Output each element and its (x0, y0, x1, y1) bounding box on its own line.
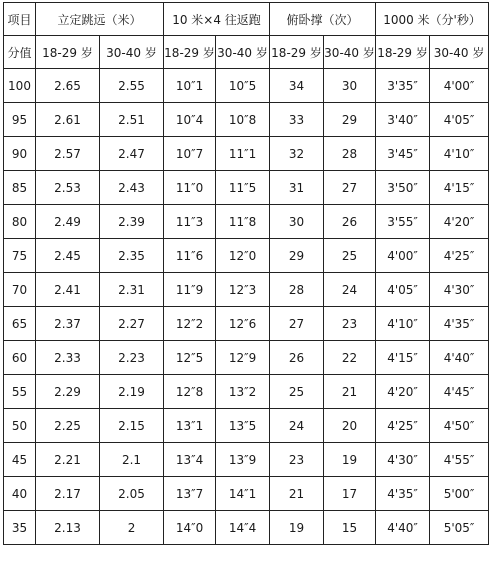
value-cell: 4'15″ (376, 341, 430, 375)
value-cell: 10″5 (216, 69, 270, 103)
age-group-header: 30-40 岁 (216, 36, 270, 69)
value-cell: 4'10″ (376, 307, 430, 341)
value-cell: 14″1 (216, 477, 270, 511)
value-cell: 27 (270, 307, 324, 341)
value-cell: 29 (324, 103, 376, 137)
value-cell: 4'00″ (376, 239, 430, 273)
table-row (4, 69, 489, 103)
value-cell: 10″7 (164, 137, 216, 171)
value-cell: 2.13 (36, 511, 100, 545)
value-cell: 2.51 (100, 103, 164, 137)
score-cell: 90 (4, 137, 36, 171)
value-cell: 2.1 (100, 443, 164, 477)
value-cell: 2.21 (36, 443, 100, 477)
event-header-push-ups: 俯卧撑（次） (270, 3, 376, 36)
value-cell: 2.39 (100, 205, 164, 239)
value-cell: 4'25″ (376, 409, 430, 443)
age-group-header: 18-29 岁 (270, 36, 324, 69)
value-cell: 12″9 (216, 341, 270, 375)
value-cell: 2.49 (36, 205, 100, 239)
table-row (4, 307, 489, 341)
value-cell: 2.19 (100, 375, 164, 409)
value-cell: 2.41 (36, 273, 100, 307)
value-cell: 11″8 (216, 205, 270, 239)
value-cell: 32 (270, 137, 324, 171)
value-cell: 13″2 (216, 375, 270, 409)
value-cell: 2 (100, 511, 164, 545)
value-cell: 15 (324, 511, 376, 545)
value-cell: 24 (324, 273, 376, 307)
value-cell: 2.17 (36, 477, 100, 511)
value-cell: 2.61 (36, 103, 100, 137)
value-cell: 4'40″ (430, 341, 489, 375)
value-cell: 2.53 (36, 171, 100, 205)
value-cell: 21 (270, 477, 324, 511)
value-cell: 13″9 (216, 443, 270, 477)
event-header-shuttle-run: 10 米×4 往返跑 (164, 3, 270, 36)
value-cell: 4'40″ (376, 511, 430, 545)
value-cell: 13″5 (216, 409, 270, 443)
value-cell: 22 (324, 341, 376, 375)
score-cell: 50 (4, 409, 36, 443)
value-cell: 12″8 (164, 375, 216, 409)
value-cell: 28 (324, 137, 376, 171)
value-cell: 2.27 (100, 307, 164, 341)
event-header-1000m-run: 1000 米（分'秒） (376, 3, 489, 36)
value-cell: 25 (270, 375, 324, 409)
score-cell: 75 (4, 239, 36, 273)
value-cell: 26 (270, 341, 324, 375)
table-body (4, 69, 489, 545)
value-cell: 3'40″ (376, 103, 430, 137)
table-row (4, 239, 489, 273)
value-cell: 2.33 (36, 341, 100, 375)
table-row (4, 205, 489, 239)
value-cell: 30 (270, 205, 324, 239)
age-group-header: 18-29 岁 (164, 36, 216, 69)
value-cell: 4'05″ (376, 273, 430, 307)
value-cell: 14″0 (164, 511, 216, 545)
value-cell: 4'05″ (430, 103, 489, 137)
value-cell: 10″1 (164, 69, 216, 103)
value-cell: 31 (270, 171, 324, 205)
value-cell: 5'00″ (430, 477, 489, 511)
value-cell: 14″4 (216, 511, 270, 545)
table-row (4, 409, 489, 443)
value-cell: 20 (324, 409, 376, 443)
score-header: 分值 (4, 36, 36, 69)
value-cell: 4'10″ (430, 137, 489, 171)
value-cell: 12″2 (164, 307, 216, 341)
age-group-header: 30-40 岁 (430, 36, 489, 69)
fitness-score-table (3, 2, 489, 545)
value-cell: 19 (324, 443, 376, 477)
event-header-standing-long-jump: 立定跳远（米） (36, 3, 164, 36)
value-cell: 13″4 (164, 443, 216, 477)
value-cell: 11″5 (216, 171, 270, 205)
value-cell: 30 (324, 69, 376, 103)
value-cell: 4'35″ (376, 477, 430, 511)
age-group-header-row (4, 36, 489, 69)
value-cell: 11″3 (164, 205, 216, 239)
age-group-header: 18-29 岁 (36, 36, 100, 69)
value-cell: 17 (324, 477, 376, 511)
value-cell: 21 (324, 375, 376, 409)
value-cell: 5'05″ (430, 511, 489, 545)
score-cell: 70 (4, 273, 36, 307)
value-cell: 23 (324, 307, 376, 341)
item-header: 项目 (4, 3, 36, 36)
age-group-header: 18-29 岁 (376, 36, 430, 69)
value-cell: 33 (270, 103, 324, 137)
score-cell: 80 (4, 205, 36, 239)
value-cell: 11″9 (164, 273, 216, 307)
value-cell: 19 (270, 511, 324, 545)
value-cell: 28 (270, 273, 324, 307)
value-cell: 12″0 (216, 239, 270, 273)
value-cell: 2.37 (36, 307, 100, 341)
score-cell: 100 (4, 69, 36, 103)
value-cell: 3'45″ (376, 137, 430, 171)
score-cell: 55 (4, 375, 36, 409)
table-row (4, 477, 489, 511)
value-cell: 4'15″ (430, 171, 489, 205)
value-cell: 12″6 (216, 307, 270, 341)
value-cell: 4'45″ (430, 375, 489, 409)
value-cell: 4'55″ (430, 443, 489, 477)
value-cell: 11″6 (164, 239, 216, 273)
value-cell: 2.55 (100, 69, 164, 103)
score-cell: 60 (4, 341, 36, 375)
value-cell: 10″4 (164, 103, 216, 137)
value-cell: 2.45 (36, 239, 100, 273)
value-cell: 29 (270, 239, 324, 273)
value-cell: 2.23 (100, 341, 164, 375)
value-cell: 4'20″ (430, 205, 489, 239)
table-row (4, 273, 489, 307)
score-cell: 65 (4, 307, 36, 341)
table-row (4, 137, 489, 171)
value-cell: 4'50″ (430, 409, 489, 443)
value-cell: 23 (270, 443, 324, 477)
table-row (4, 103, 489, 137)
value-cell: 11″0 (164, 171, 216, 205)
value-cell: 3'55″ (376, 205, 430, 239)
value-cell: 4'00″ (430, 69, 489, 103)
value-cell: 2.05 (100, 477, 164, 511)
value-cell: 2.43 (100, 171, 164, 205)
value-cell: 24 (270, 409, 324, 443)
value-cell: 25 (324, 239, 376, 273)
value-cell: 2.57 (36, 137, 100, 171)
table-row (4, 341, 489, 375)
value-cell: 2.65 (36, 69, 100, 103)
table-row (4, 171, 489, 205)
score-cell: 40 (4, 477, 36, 511)
value-cell: 2.31 (100, 273, 164, 307)
value-cell: 2.35 (100, 239, 164, 273)
table-row (4, 375, 489, 409)
score-cell: 45 (4, 443, 36, 477)
value-cell: 4'35″ (430, 307, 489, 341)
score-cell: 95 (4, 103, 36, 137)
value-cell: 2.25 (36, 409, 100, 443)
value-cell: 3'50″ (376, 171, 430, 205)
value-cell: 2.29 (36, 375, 100, 409)
score-cell: 35 (4, 511, 36, 545)
value-cell: 26 (324, 205, 376, 239)
value-cell: 4'30″ (376, 443, 430, 477)
age-group-header: 30-40 岁 (324, 36, 376, 69)
value-cell: 12″5 (164, 341, 216, 375)
score-cell: 85 (4, 171, 36, 205)
value-cell: 27 (324, 171, 376, 205)
value-cell: 10″8 (216, 103, 270, 137)
value-cell: 2.47 (100, 137, 164, 171)
value-cell: 12″3 (216, 273, 270, 307)
value-cell: 4'30″ (430, 273, 489, 307)
value-cell: 34 (270, 69, 324, 103)
event-header-row (4, 3, 489, 36)
value-cell: 11″1 (216, 137, 270, 171)
value-cell: 4'20″ (376, 375, 430, 409)
value-cell: 13″7 (164, 477, 216, 511)
value-cell: 13″1 (164, 409, 216, 443)
table-row (4, 443, 489, 477)
age-group-header: 30-40 岁 (100, 36, 164, 69)
value-cell: 3'35″ (376, 69, 430, 103)
value-cell: 4'25″ (430, 239, 489, 273)
table-row (4, 511, 489, 545)
value-cell: 2.15 (100, 409, 164, 443)
